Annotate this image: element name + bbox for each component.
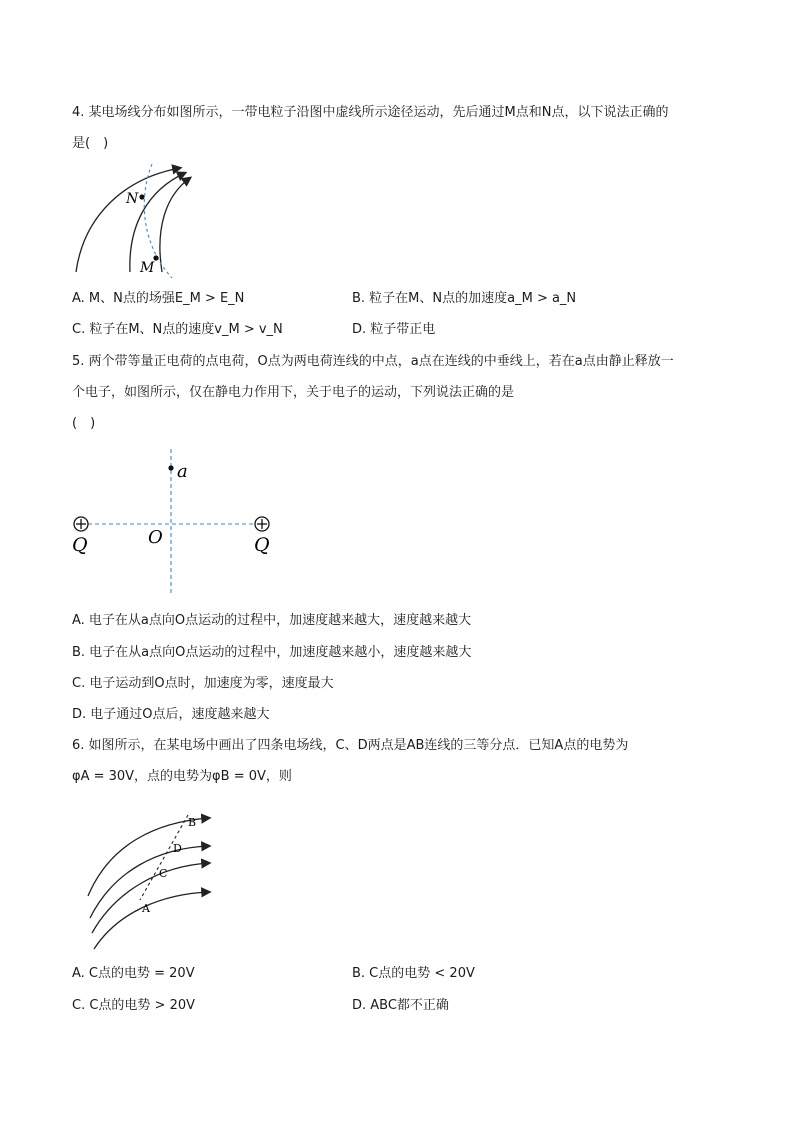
q6-option-d[interactable]: D. ABC都不正确	[352, 998, 449, 1013]
q4-field-line-3	[160, 178, 190, 272]
q6-field-line-3	[92, 863, 209, 933]
q4-stem-line2: 是( )	[72, 136, 109, 151]
q6-label-d: D	[173, 842, 182, 855]
q5-stem-line2: 个电子，如图所示，仅在静电力作用下，关于电子的运动，下列说法正确的是	[72, 385, 515, 400]
q6-label-a: A	[142, 902, 150, 915]
q4-field-lines-figure	[70, 160, 200, 280]
q5-label-a: a	[177, 461, 188, 482]
q6-stem-line2: φA = 30V，点的电势为φB = 0V，则	[72, 769, 292, 784]
q4-stem-line1: 4. 某电场线分布如图所示，一带电粒子沿图中虚线所示途径运动，先后通过M点和N点，以下说法正确的	[72, 105, 669, 120]
q6-field-lines-figure	[84, 808, 219, 954]
q5-option-b[interactable]: B. 电子在从a点向O点运动的过程中，加速度越来越小，速度越来越大	[72, 645, 472, 660]
q5-stem-line3: ( )	[72, 416, 96, 431]
q5-charge-left	[74, 517, 88, 531]
q5-label-q-right: Q	[254, 534, 270, 556]
q6-option-a[interactable]: A. C点的电势 = 20V	[72, 966, 195, 981]
q5-charge-right	[255, 517, 269, 531]
q5-label-q-left: Q	[72, 534, 88, 556]
q6-option-c[interactable]: C. C点的电势 > 20V	[72, 998, 196, 1013]
q4-option-a[interactable]: A. M、N点的场强E_M > E_N	[72, 291, 245, 306]
q6-label-b: B	[188, 816, 197, 829]
q4-label-m: M	[140, 260, 155, 276]
q5-charges-figure	[66, 445, 286, 600]
q4-option-b[interactable]: B. 粒子在M、N点的加速度a_M > a_N	[352, 291, 577, 306]
q4-label-n: N	[126, 191, 139, 207]
q6-field-line-4	[94, 892, 209, 949]
q4-option-c[interactable]: C. 粒子在M、N点的速度v_M > v_N	[72, 322, 283, 337]
q6-option-b[interactable]: B. C点的电势 < 20V	[352, 966, 475, 981]
q5-option-c[interactable]: C. 电子运动到O点时，加速度为零，速度最大	[72, 676, 334, 691]
q4-field-line-1	[76, 168, 180, 272]
q4-point-n	[139, 194, 144, 199]
q5-option-d[interactable]: D. 电子通过O点后，速度越来越大	[72, 707, 270, 722]
q5-stem-line1: 5. 两个带等量正电荷的点电荷，O点为两电荷连线的中点，a点在连线的中垂线上，若在a点由静止释放一	[72, 354, 674, 369]
q5-point-a	[168, 465, 173, 470]
q4-option-d[interactable]: D. 粒子带正电	[352, 322, 436, 337]
q6-stem-line1: 6. 如图所示，在某电场中画出了四条电场线，C、D两点是AB连线的三等分点．已知A点的电势为	[72, 738, 629, 753]
q5-label-o: O	[148, 527, 163, 548]
q6-dashed-ab	[140, 815, 188, 900]
q6-label-c: C	[159, 867, 168, 880]
q5-option-a[interactable]: A. 电子在从a点向O点运动的过程中，加速度越来越大，速度越来越大	[72, 613, 472, 628]
